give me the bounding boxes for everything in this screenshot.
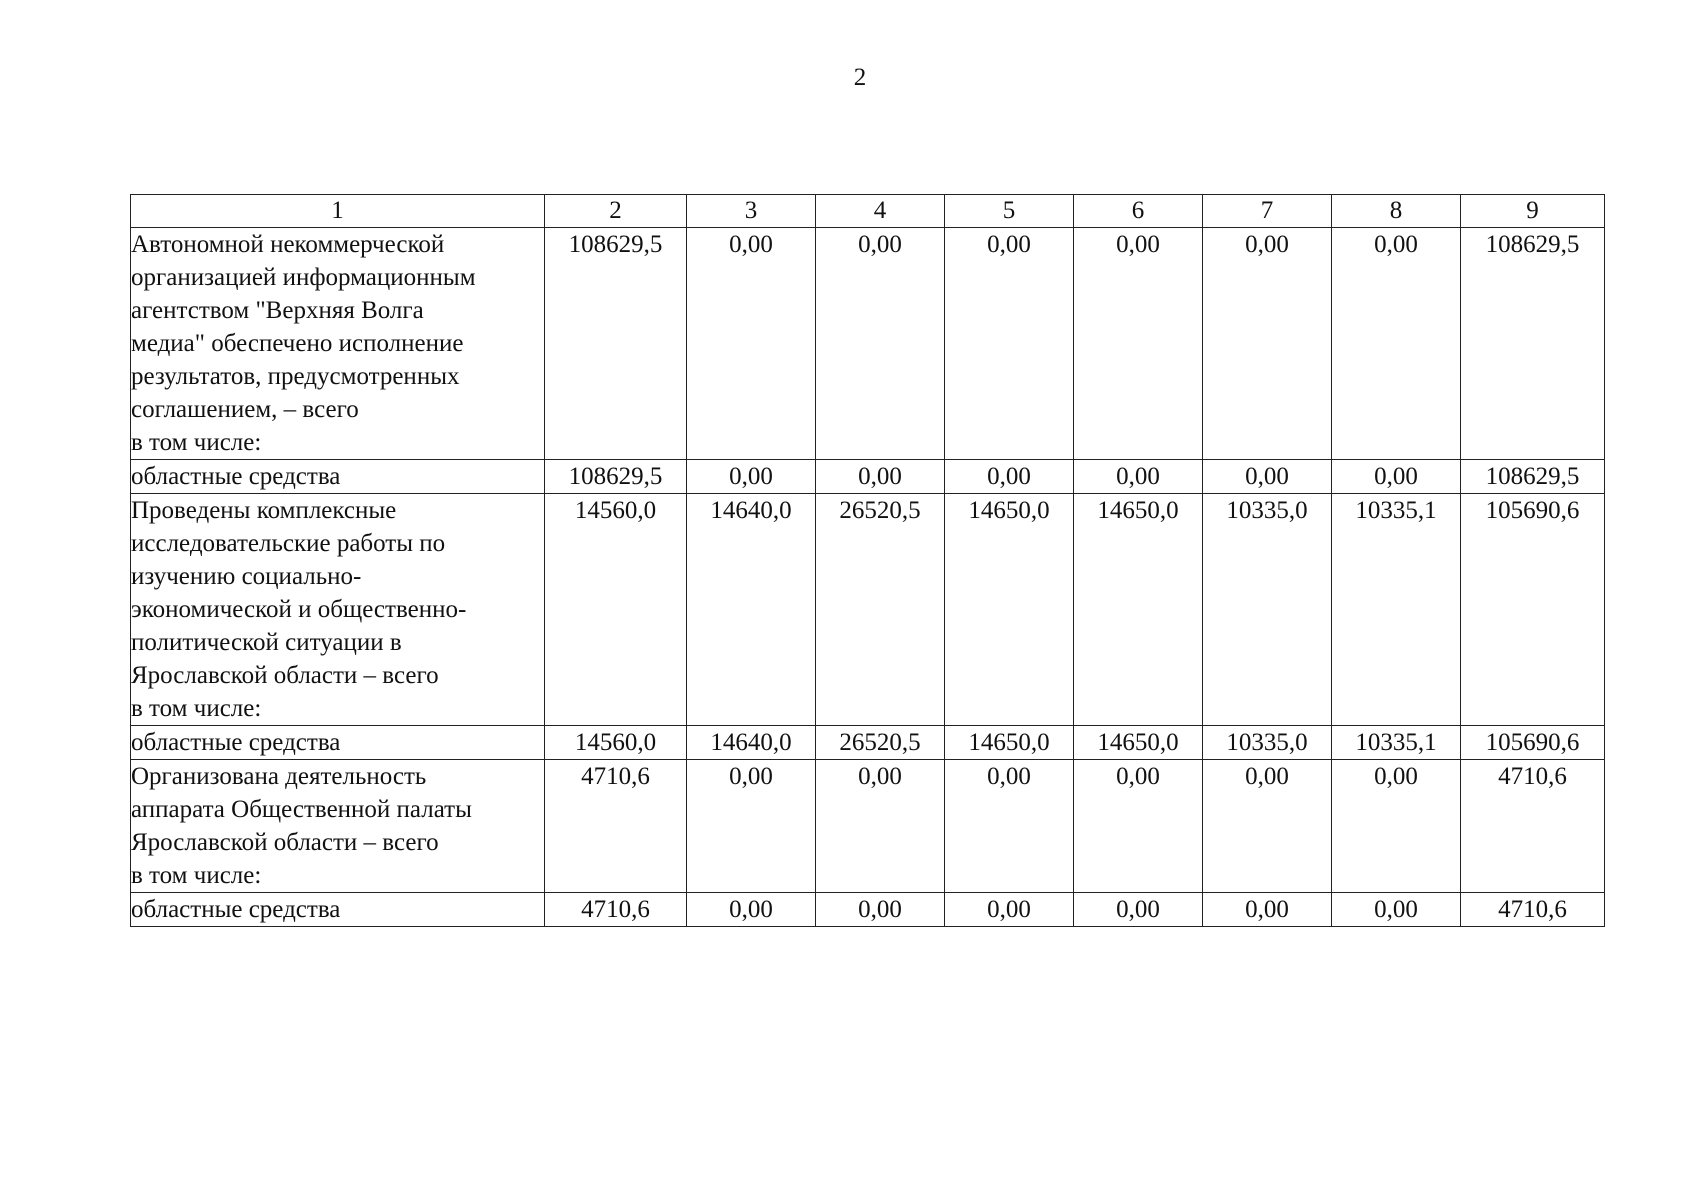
value-cell: 14650,0	[945, 494, 1074, 726]
value-cell: 0,00	[1332, 228, 1461, 460]
row-label-line: Ярославской области – всего	[131, 662, 439, 689]
value-cell: 14650,0	[1074, 494, 1203, 726]
value-cell: 0,00	[945, 228, 1074, 460]
value-cell: 0,00	[1203, 760, 1332, 893]
row-label-line: в том числе:	[131, 429, 262, 456]
row-label-line: организацией информационным	[131, 264, 476, 291]
value-cell: 0,00	[816, 893, 945, 927]
row-label-line: изучению социально-	[131, 563, 362, 590]
row-label-line: в том числе:	[131, 695, 262, 722]
value-cell: 10335,0	[1203, 726, 1332, 760]
value-cell: 14640,0	[687, 726, 816, 760]
value-cell: 10335,0	[1203, 494, 1332, 726]
column-header: 3	[687, 195, 816, 228]
row-label-line: политической ситуации в	[131, 629, 402, 656]
value-cell: 14560,0	[545, 726, 687, 760]
value-cell: 26520,5	[816, 726, 945, 760]
row-label	[131, 494, 545, 726]
row-label-line: результатов, предусмотренных	[131, 363, 460, 390]
value-cell: 10335,1	[1332, 726, 1461, 760]
row-label	[131, 460, 545, 494]
budget-table	[130, 194, 1605, 927]
table-row	[131, 228, 1605, 460]
header-row	[131, 195, 1605, 228]
row-label-line: экономической и общественно-	[131, 596, 467, 623]
row-label	[131, 228, 545, 460]
value-cell: 4710,6	[545, 893, 687, 927]
row-label-line: медиа" обеспечено исполнение	[131, 330, 464, 357]
table-row	[131, 893, 1605, 927]
row-label-line: агентством "Верхняя Волга	[131, 297, 424, 324]
row-label-line: в том числе:	[131, 862, 262, 889]
row-label-line: аппарата Общественной палаты	[131, 796, 472, 823]
column-header: 1	[131, 195, 545, 228]
value-cell: 0,00	[816, 228, 945, 460]
value-cell: 0,00	[1332, 893, 1461, 927]
row-label-line: областные средства	[131, 463, 341, 490]
total-cell: 108629,5	[1461, 460, 1605, 494]
column-header: 2	[545, 195, 687, 228]
total-cell: 108629,5	[1461, 228, 1605, 460]
table-row	[131, 494, 1605, 726]
column-header: 4	[816, 195, 945, 228]
value-cell: 0,00	[1203, 460, 1332, 494]
row-label	[131, 893, 545, 927]
row-label	[131, 760, 545, 893]
value-cell: 10335,1	[1332, 494, 1461, 726]
column-header: 5	[945, 195, 1074, 228]
value-cell: 0,00	[687, 460, 816, 494]
row-label-line: областные средства	[131, 729, 341, 756]
column-header: 7	[1203, 195, 1332, 228]
table-row	[131, 460, 1605, 494]
value-cell: 0,00	[1203, 228, 1332, 460]
total-cell: 105690,6	[1461, 494, 1605, 726]
table-row	[131, 726, 1605, 760]
column-header: 9	[1461, 195, 1605, 228]
row-label-line: Ярославской области – всего	[131, 829, 439, 856]
value-cell: 0,00	[1074, 760, 1203, 893]
total-cell: 105690,6	[1461, 726, 1605, 760]
value-cell: 0,00	[945, 460, 1074, 494]
value-cell: 108629,5	[545, 460, 687, 494]
value-cell: 4710,6	[545, 760, 687, 893]
column-header: 6	[1074, 195, 1203, 228]
table-row	[131, 760, 1605, 893]
page-number: 2	[853, 64, 867, 91]
row-label-line: областные средства	[131, 896, 341, 923]
value-cell: 0,00	[945, 893, 1074, 927]
row-label	[131, 726, 545, 760]
value-cell: 26520,5	[816, 494, 945, 726]
value-cell: 0,00	[816, 760, 945, 893]
value-cell: 108629,5	[545, 228, 687, 460]
value-cell: 0,00	[816, 460, 945, 494]
column-header: 8	[1332, 195, 1461, 228]
row-label-line: исследовательские работы по	[131, 530, 446, 557]
value-cell: 0,00	[1074, 460, 1203, 494]
value-cell: 0,00	[1074, 228, 1203, 460]
value-cell: 14640,0	[687, 494, 816, 726]
value-cell: 0,00	[1074, 893, 1203, 927]
value-cell: 14560,0	[545, 494, 687, 726]
value-cell: 14650,0	[1074, 726, 1203, 760]
value-cell: 0,00	[1332, 760, 1461, 893]
total-cell: 4710,6	[1461, 760, 1605, 893]
value-cell: 0,00	[687, 760, 816, 893]
value-cell: 0,00	[1332, 460, 1461, 494]
value-cell: 0,00	[687, 893, 816, 927]
row-label-line: Организована деятельность	[131, 763, 427, 790]
value-cell: 14650,0	[945, 726, 1074, 760]
value-cell: 0,00	[1203, 893, 1332, 927]
value-cell: 0,00	[945, 760, 1074, 893]
total-cell: 4710,6	[1461, 893, 1605, 927]
row-label-line: Проведены комплексные	[131, 497, 397, 524]
row-label-line: соглашением, – всего	[131, 396, 359, 423]
row-label-line: Автономной некоммерческой	[131, 231, 445, 258]
value-cell: 0,00	[687, 228, 816, 460]
